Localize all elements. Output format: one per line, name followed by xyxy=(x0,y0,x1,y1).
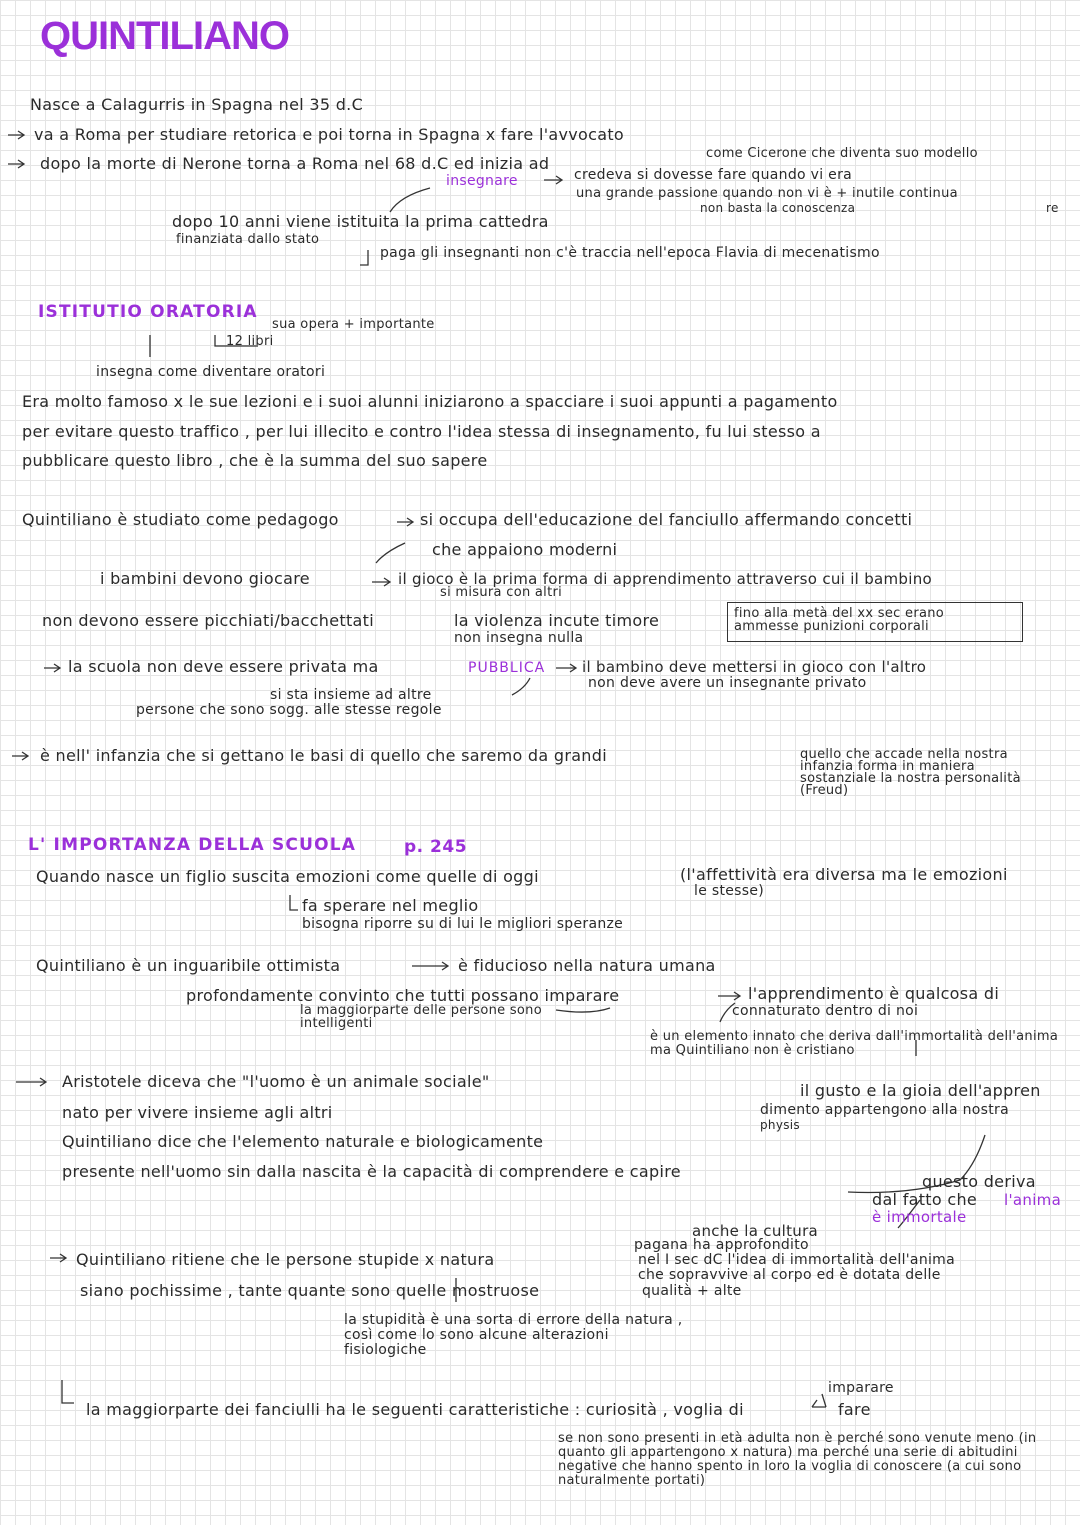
istitutio-note-opera: sua opera + importante xyxy=(272,317,435,332)
page-title: QUINTILIANO xyxy=(40,14,289,58)
scuola-line-10b: dal fatto che xyxy=(872,1190,978,1209)
bio-line-4: dopo 10 anni viene istituita la prima cattedra xyxy=(172,212,549,231)
scuola-line-12b: siano pochissime , tante quante sono quelle mostruose xyxy=(80,1281,540,1300)
bio-line-4b: finanziata dallo stato xyxy=(176,232,320,247)
scuola-line-11a: anche la cultura xyxy=(692,1222,819,1240)
scuola-line-8c: il gusto e la gioia dell'appren xyxy=(800,1081,1041,1100)
scuola-line-11e: qualità + alte xyxy=(642,1283,742,1299)
pedagogo-line-5a: la scuola non deve essere privata ma xyxy=(68,657,379,676)
bio-line-3f: non basta la conoscenza xyxy=(700,201,856,215)
bio-line-2b: come Cicerone che diventa suo modello xyxy=(706,146,978,161)
scuola-line-9b: presente nell'uomo sin dalla nascita è la capacità di comprendere e capire xyxy=(62,1162,681,1181)
scuola-line-6: la maggiorparte delle persone sono intelligenti xyxy=(300,1003,542,1031)
bio-insegnare: insegnare xyxy=(446,173,518,189)
scuola-line-15: se non sono presenti in età adulta non è perché sono venute meno (in quanto gli appartengono x natura) ma perché una serie di abitudini negative che hanno spento in loro la voglia di conoscere (a cui sono naturalmente portati) xyxy=(558,1431,1037,1488)
scuola-line-13: la stupidità è una sorta di errore della natura , così come lo sono alcune alterazioni fisiologiche xyxy=(344,1312,683,1358)
pedagogo-freud-note: quello che accade nella nostra infanzia forma in maniera sostanziale la nostra personalità (Freud) xyxy=(800,747,1021,798)
pedagogo-line-5c: il bambino deve mettersi in gioco con l'altro xyxy=(582,658,927,676)
bio-line-1: Nasce a Calagurris in Spagna nel 35 d.C xyxy=(30,95,364,114)
scuola-line-8b: nato per vivere insieme agli altri xyxy=(62,1103,333,1122)
scuola-line-8d: dimento appartengono alla nostra xyxy=(760,1102,1009,1118)
istitutio-note-libri: 12 libri xyxy=(226,334,274,349)
scuola-line-11d: che sopravvive al corpo ed è dotata delle xyxy=(638,1267,941,1283)
scuola-line-8e: physis xyxy=(760,1118,800,1132)
bio-line-2: va a Roma per studiare retorica e poi torna in Spagna x fare l'avvocato xyxy=(34,125,624,144)
scuola-line-1c: le stesse) xyxy=(694,883,765,899)
istitutio-note-insegna: insegna come diventare oratori xyxy=(96,364,326,380)
istitutio-paragraph-2: per evitare questo traffico , per lui illecito e contro l'idea stessa di insegnamento, fu lui stesso a xyxy=(22,422,821,441)
bio-line-4c: paga gli insegnanti non c'è traccia nell'epoca Flavia di mecenatismo xyxy=(380,245,880,261)
scuola-page-ref: p. 245 xyxy=(404,837,468,857)
scuola-line-5a: profondamente convinto che tutti possano imparare xyxy=(186,986,620,1005)
pedagogo-line-6a: si sta insieme ad altre xyxy=(270,687,432,703)
bio-line-3: dopo la morte di Nerone torna a Roma nel 68 d.C ed inizia ad xyxy=(40,154,550,173)
scuola-line-12a: Quintiliano ritiene che le persone stupide x natura xyxy=(76,1250,495,1269)
scuola-line-1: Quando nasce un figlio suscita emozioni come quelle di oggi xyxy=(36,867,539,886)
scuola-line-5c: connaturato dentro di noi xyxy=(732,1003,919,1019)
scuola-line-3: bisogna riporre su di lui le migliori speranze xyxy=(302,916,624,932)
scuola-line-14a: la maggiorparte dei fanciulli ha le seguenti caratteristiche : curiosità , voglia di xyxy=(86,1400,744,1419)
pedagogo-line-4b: la violenza incute timore xyxy=(454,611,660,630)
pedagogo-line-3b: il gioco è la prima forma di apprendimento attraverso cui il bambino xyxy=(398,570,933,588)
bio-line-3e: re xyxy=(1046,201,1059,215)
scuola-line-1b: (l'affettività era diversa ma le emozioni xyxy=(680,865,1008,884)
pedagogo-line-3c: si misura con altri xyxy=(440,585,563,600)
pedagogo-line-6b: persone che sono sogg. alle stesse regole xyxy=(136,702,442,718)
scuola-line-14c: fare xyxy=(838,1400,871,1419)
scuola-line-8a: Aristotele diceva che "l'uomo è un animale sociale" xyxy=(62,1072,490,1091)
scuola-line-10c: l'anima xyxy=(1004,1191,1062,1209)
pedagogo-pubblica: PUBBLICA xyxy=(468,660,546,676)
scuola-heading: L' IMPORTANZA DELLA SCUOLA xyxy=(28,835,357,855)
pedagogo-line-7a: è nell' infanzia che si gettano le basi di quello che saremo da grandi xyxy=(40,746,607,765)
pedagogo-line-3a: i bambini devono giocare xyxy=(100,569,310,588)
scuola-line-11c: nel I sec dC l'idea di immortalità dell'anima xyxy=(638,1252,955,1268)
istitutio-paragraph-1: Era molto famoso x le sue lezioni e i suoi alunni iniziarono a spacciare i suoi appunti a pagamento xyxy=(22,392,838,411)
istitutio-heading: ISTITUTIO ORATORIA xyxy=(38,302,258,322)
pedagogo-line-4a: non devono essere picchiati/bacchettati xyxy=(42,611,374,630)
punizioni-text: fino alla metà del xx sec erano ammesse punizioni corporali xyxy=(734,606,945,634)
scuola-line-10: questo deriva xyxy=(922,1172,1036,1191)
pedagogo-line-5d: non deve avere un insegnante privato xyxy=(588,675,867,691)
pedagogo-line-4c: non insegna nulla xyxy=(454,630,584,646)
istitutio-paragraph-3: pubblicare questo libro , che è la summa del suo sapere xyxy=(22,451,488,470)
scuola-line-10d: è immortale xyxy=(872,1208,967,1226)
bio-line-3c: credeva si dovesse fare quando vi era xyxy=(574,167,853,183)
scuola-line-7: è un elemento innato che deriva dall'immortalità dell'anima ma Quintiliano non è cristiano xyxy=(650,1029,1059,1058)
scuola-line-4b: è fiducioso nella natura umana xyxy=(458,956,716,975)
pedagogo-line-1: Quintiliano è studiato come pedagogo xyxy=(22,510,339,529)
scuola-line-4a: Quintiliano è un inguaribile ottimista xyxy=(36,956,341,975)
scuola-line-14b: imparare xyxy=(828,1380,894,1396)
scuola-line-2: fa sperare nel meglio xyxy=(302,896,479,915)
pedagogo-line-2: che appaiono moderni xyxy=(432,540,618,559)
bio-line-3d: una grande passione quando non vi è + inutile continua xyxy=(576,186,958,201)
pedagogo-line-1b: si occupa dell'educazione del fanciullo affermando concetti xyxy=(420,510,913,529)
scuola-line-9a: Quintiliano dice che l'elemento naturale e biologicamente xyxy=(62,1132,544,1151)
scuola-line-5b: l'apprendimento è qualcosa di xyxy=(748,984,1000,1003)
punizioni-box xyxy=(727,602,1023,642)
scuola-line-11b: pagana ha approfondito xyxy=(634,1237,809,1253)
